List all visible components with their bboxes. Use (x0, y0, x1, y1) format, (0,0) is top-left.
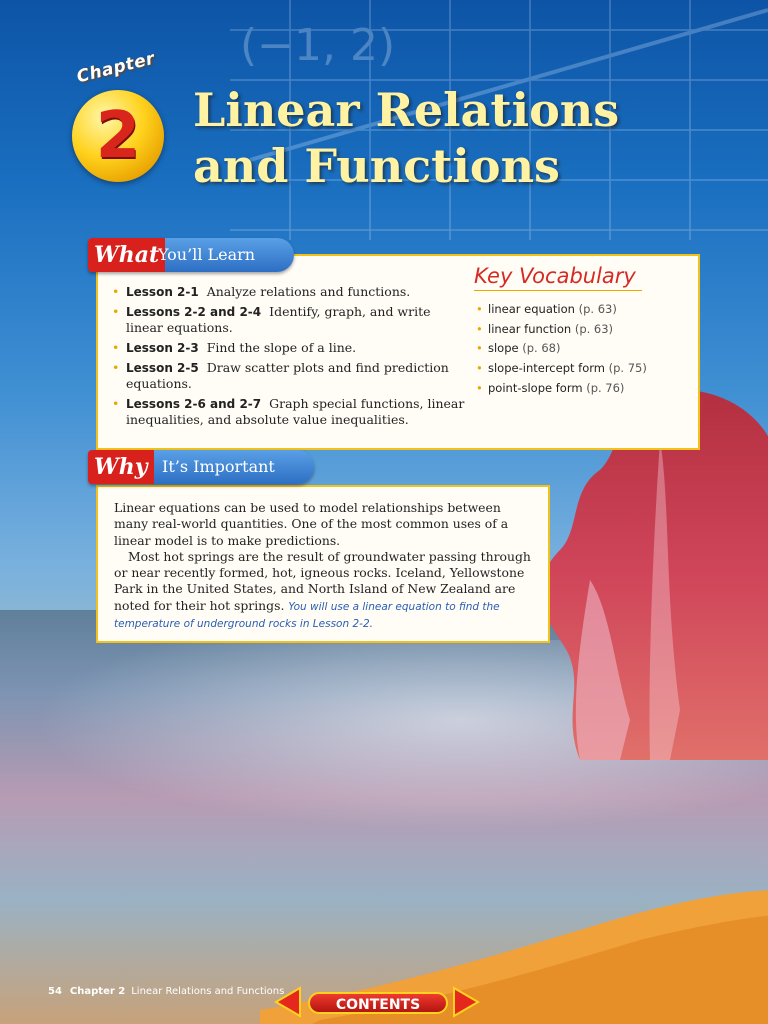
why-its-important-tab (88, 450, 314, 484)
lesson-item: • Lesson 2-1 Analyze relations and functions. (110, 284, 470, 300)
its-important-label: It’s Important (162, 457, 275, 476)
graph-point-label: (−1, 2) (240, 20, 396, 71)
next-page-arrow-icon[interactable] (452, 986, 480, 1018)
youll-learn-label: You’ll Learn (158, 245, 256, 264)
vocab-item[interactable]: • linear equation (p. 63) (476, 300, 647, 320)
page-footer (48, 986, 284, 997)
why-note: You will use a linear equation to find the temperature of underground rocks in Lesson 2-2. (114, 600, 500, 631)
chapter-number: 2 (95, 99, 141, 173)
previous-page-arrow-icon[interactable] (274, 986, 302, 1018)
why-body (114, 500, 538, 632)
vocab-item[interactable]: • linear function (p. 63) (476, 320, 647, 340)
what-label: What (88, 238, 165, 272)
title-line-2: and Functions (193, 139, 560, 193)
page-title (193, 82, 713, 194)
lesson-item: • Lesson 2-5 Draw scatter plots and find prediction equations. (110, 360, 470, 392)
key-vocabulary-heading: Key Vocabulary (474, 264, 642, 291)
vocab-item[interactable]: • slope-intercept form (p. 75) (476, 359, 647, 379)
lesson-item: • Lessons 2-6 and 2-7 Graph special functions, linear inequalities, and absolute value inequalities. (110, 396, 470, 428)
why-paragraph-1: Linear equations can be used to model relationships between many real-world quantities. One of the most common uses of a linear model is to make predictions. (114, 500, 509, 548)
lesson-item: • Lessons 2-2 and 2-4 Identify, graph, and write linear equations. (110, 304, 470, 336)
why-paragraph-2: Most hot springs are the result of groundwater passing through or near recently formed, hot, igneous rocks. Iceland, Yellowstone Park in the United States, and North Island of New Zealand are noted for their hot springs. You will use a linear equation to find the temperature of underground rocks in Lesson 2-2. (114, 548, 531, 631)
lesson-list (110, 284, 470, 432)
key-vocabulary-list (476, 300, 647, 399)
vocab-item[interactable]: • slope (p. 68) (476, 339, 647, 359)
why-label: Why (88, 450, 154, 484)
title-line-1: Linear Relations (193, 83, 620, 137)
contents-button[interactable]: CONTENTS (308, 992, 448, 1014)
what-youll-learn-tab (88, 238, 294, 272)
page-number: 54 (48, 986, 62, 997)
footer-chapter-title: Linear Relations and Functions (131, 986, 285, 997)
lesson-item: • Lesson 2-3 Find the slope of a line. (110, 340, 470, 356)
contents-navigation (270, 984, 484, 1020)
chapter-label: Chapter (74, 48, 158, 88)
vocab-item[interactable]: • point-slope form (p. 76) (476, 379, 647, 399)
footer-chapter: Chapter 2 (69, 986, 126, 997)
